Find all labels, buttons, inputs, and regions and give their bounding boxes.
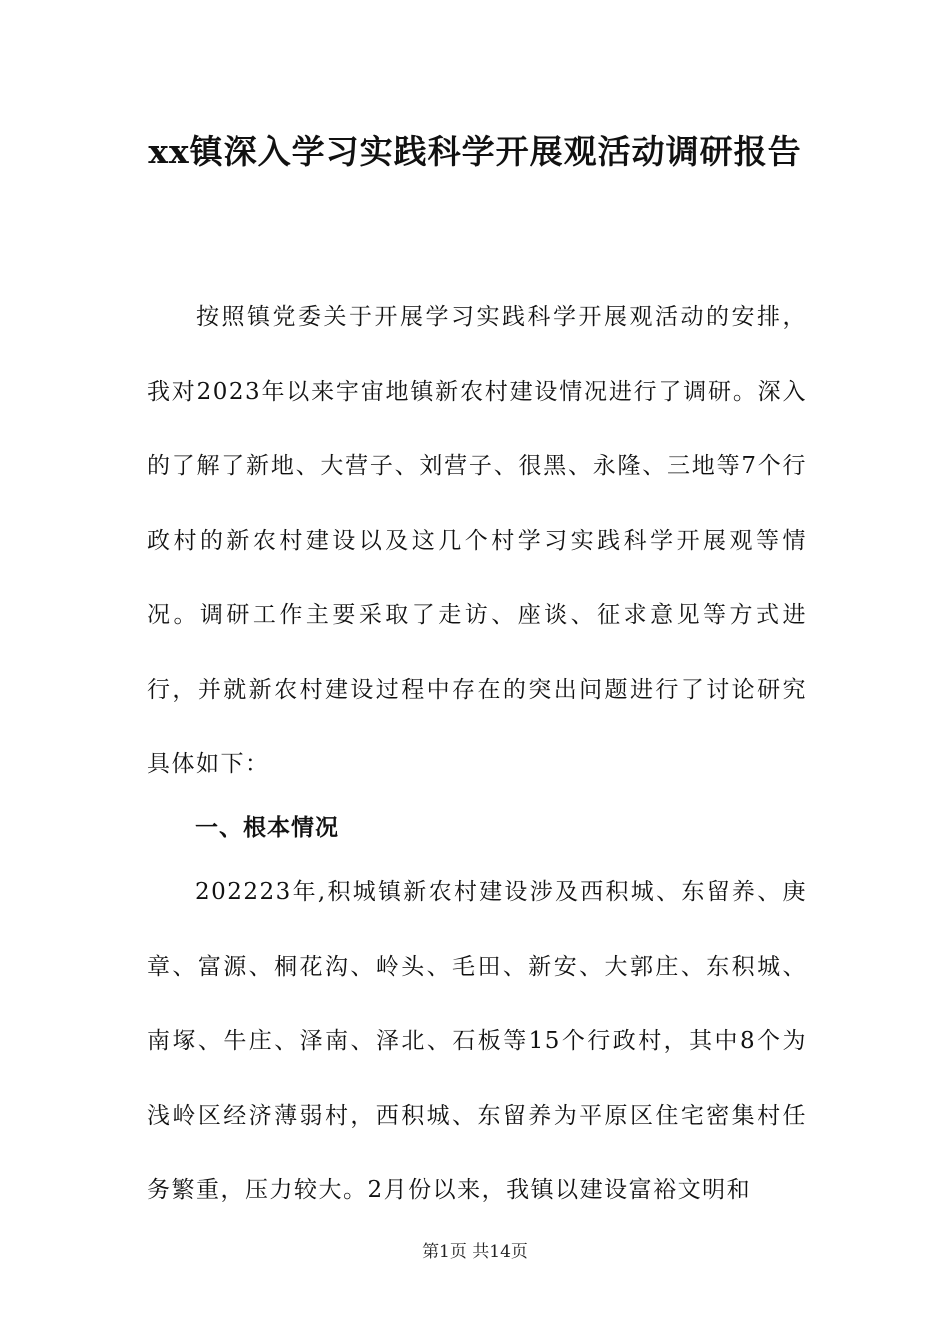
section-heading: 一、根本情况 [195,815,339,841]
body-paragraph-intro [147,280,807,802]
page-footer: 第1页 共14页 [422,1242,528,1262]
paragraph-text: 按照镇党委关于开展学习实践科学开展观活动的安排，我对2023年以来宇宙地镇新农村建设情况进行了调研。深入的了解了新地、大营子、刘营子、很黑、永隆、三地等7个行政村的新农村建设以及这几个村学习实践科学开展观等情况。调研工作主要采取了走访、座谈、征求意见等方式进行，并就新农村建设过程中存在的突出问题进行了讨论研究具体如下： [147,304,807,777]
paragraph-text: 202223年,积城镇新农村建设涉及西积城、东留养、庚章、富源、桐花沟、岭头、毛田、新安、大郭庄、东积城、南塚、牛庄、泽南、泽北、石板等15个行政村，其中8个为浅岭区经济薄弱村，西积城、东留养为平原区住宅密集村任务繁重，压力较大。2月份以来，我镇以建设富裕文明和 [147,879,807,1203]
body-paragraph-basic-situation [147,855,807,1228]
document-title: xx镇深入学习实践科学开展观活动调研报告 [148,132,802,171]
